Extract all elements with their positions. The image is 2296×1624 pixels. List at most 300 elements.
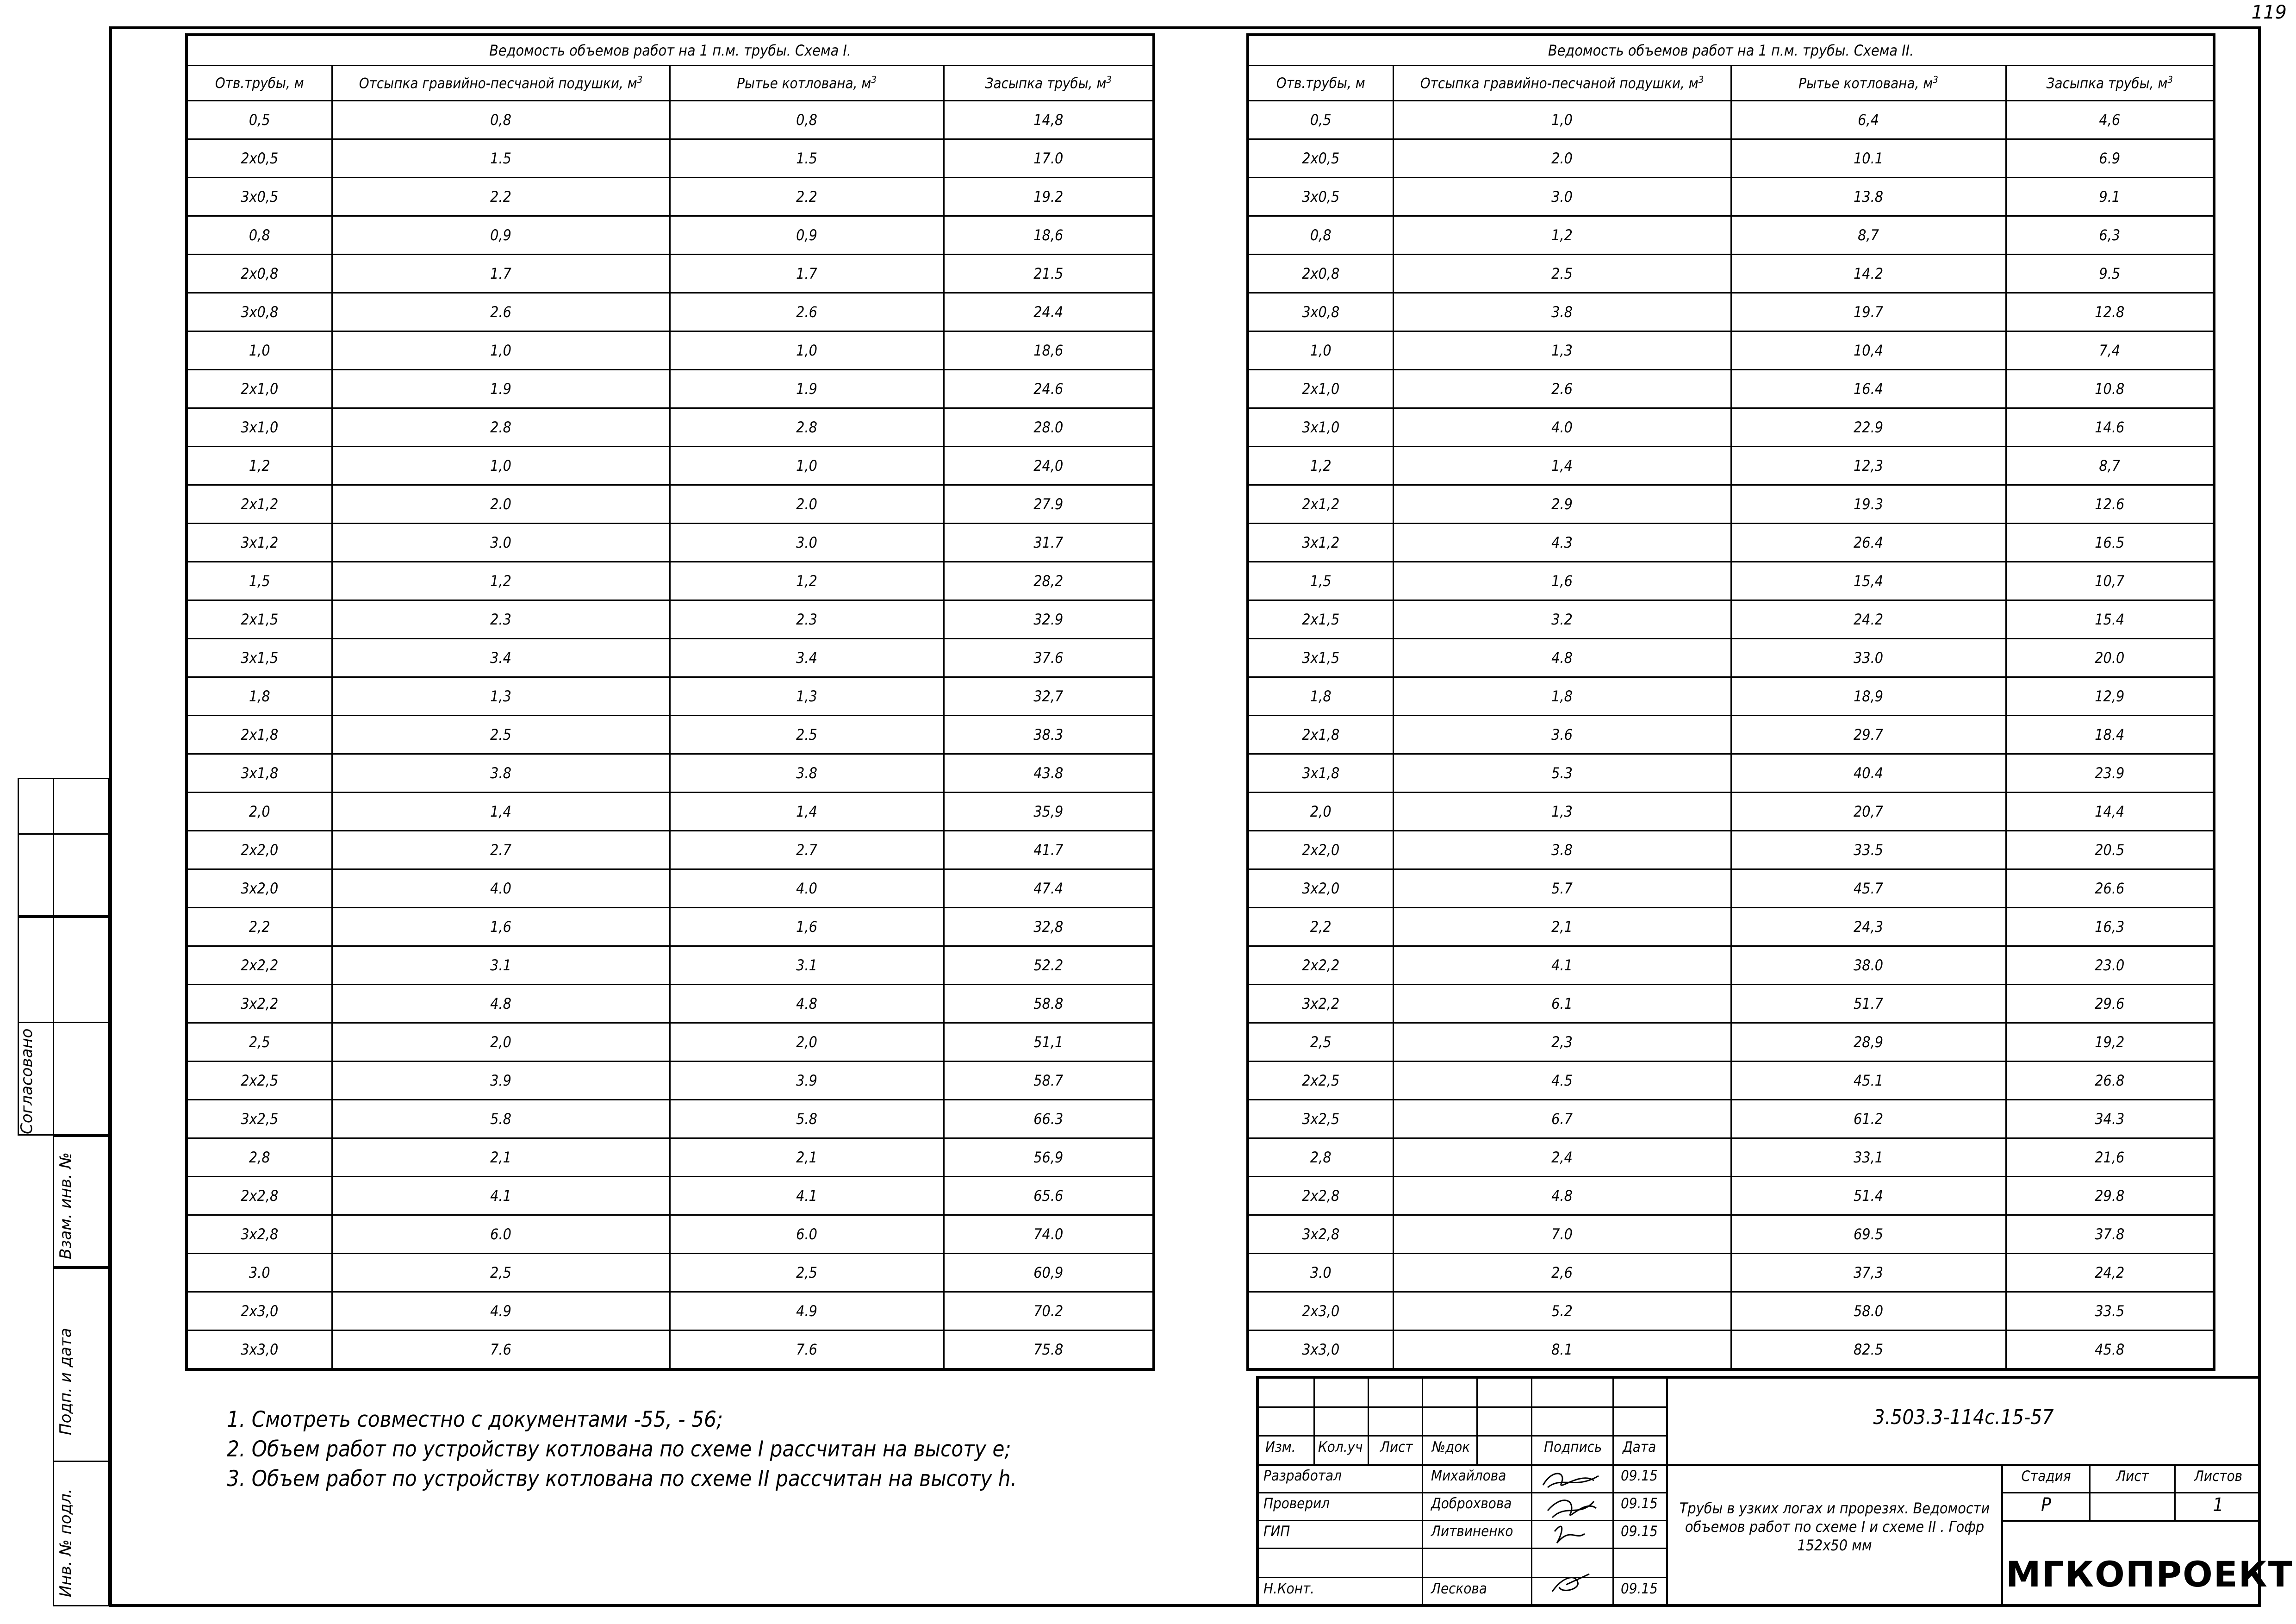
table-cell: 2.2	[332, 178, 670, 216]
table-cell: 29.6	[2006, 985, 2214, 1023]
table-cell: 13.8	[1731, 178, 2006, 216]
table-cell: 18,6	[944, 331, 1154, 370]
table-cell: 2.7	[670, 831, 944, 869]
table-row	[1248, 216, 2214, 255]
table-cell: 2х1,5	[187, 600, 332, 639]
table-cell: 1.5	[670, 139, 944, 178]
table-cell: 2,0	[332, 1023, 670, 1062]
table-row	[1248, 293, 2214, 331]
table-cell: 5.7	[1393, 869, 1731, 908]
table-cell: 2х2,5	[187, 1062, 332, 1100]
table-cell: 14,4	[2006, 793, 2214, 831]
table-cell: 2х3,0	[187, 1292, 332, 1330]
table-cell: 2.6	[670, 293, 944, 331]
table-row	[1248, 562, 2214, 600]
table-cell: 18,9	[1731, 677, 2006, 716]
table-cell: 52.2	[944, 946, 1154, 985]
table-cell: 28,9	[1731, 1023, 2006, 1062]
table-cell: 34.3	[2006, 1100, 2214, 1138]
table-cell: 1,0	[670, 331, 944, 370]
col-header-excavation: Рытье котлована, $м^3$	[670, 66, 944, 101]
table-row	[1248, 1254, 2214, 1292]
table-cell: 1,3	[332, 677, 670, 716]
table-cell: 6.0	[332, 1215, 670, 1254]
table-cell: 9.1	[2006, 178, 2214, 216]
table-cell: 10.8	[2006, 370, 2214, 408]
signatures-drawing	[1534, 1467, 1611, 1605]
table-cell: 2,6	[1393, 1254, 1731, 1292]
table-row	[187, 639, 1154, 677]
table-cell: 15.4	[2006, 600, 2214, 639]
table-cell: 3х0,8	[187, 293, 332, 331]
table-row	[187, 331, 1154, 370]
table-cell: 2х1,5	[1248, 600, 1393, 639]
table-cell: 3.9	[670, 1062, 944, 1100]
table-row	[1248, 908, 2214, 946]
table-cell: 8,7	[2006, 447, 2214, 485]
table-cell: 19.7	[1731, 293, 2006, 331]
stage-value: Р	[2041, 1494, 2051, 1516]
table-cell: 3х1,8	[1248, 754, 1393, 793]
table-cell: 3.8	[670, 754, 944, 793]
table-cell: 3.1	[670, 946, 944, 985]
table-row	[187, 524, 1154, 562]
table-cell: 19.2	[944, 178, 1154, 216]
table-cell: 18.4	[2006, 716, 2214, 754]
table-cell: 1,4	[1393, 447, 1731, 485]
table-cell: 1.9	[332, 370, 670, 408]
table-row	[187, 754, 1154, 793]
table-cell: 33.0	[1731, 639, 2006, 677]
approved-label: Согласовано	[18, 1028, 36, 1134]
role-developer: Разработал	[1263, 1468, 1342, 1484]
table-cell: 2,5	[1248, 1023, 1393, 1062]
table-cell: 5.2	[1393, 1292, 1731, 1330]
table-cell: 16.5	[2006, 524, 2214, 562]
table-cell: 2х1,0	[187, 370, 332, 408]
table-cell: 58.0	[1731, 1292, 2006, 1330]
role-gip: ГИП	[1263, 1523, 1290, 1540]
table-cell: 23.9	[2006, 754, 2214, 793]
table-cell: 3х1,0	[1248, 408, 1393, 447]
table-cell: 12,9	[2006, 677, 2214, 716]
company-logo: МГКОПРОЕКТ	[2006, 1554, 2293, 1595]
table-cell: 2х2,2	[1248, 946, 1393, 985]
table-cell: 1,2	[670, 562, 944, 600]
table-row	[187, 485, 1154, 524]
table-cell: 2,1	[332, 1138, 670, 1177]
table-row	[187, 677, 1154, 716]
table-cell: 1,6	[332, 908, 670, 946]
table-cell: 61.2	[1731, 1100, 2006, 1138]
table-cell: 24,0	[944, 447, 1154, 485]
table-cell: 21,6	[2006, 1138, 2214, 1177]
table-cell: 4.9	[670, 1292, 944, 1330]
table-cell: 1,0	[332, 331, 670, 370]
table-cell: 58.7	[944, 1062, 1154, 1100]
table-cell: 1.5	[332, 139, 670, 178]
table-cell: 4.8	[670, 985, 944, 1023]
table-cell: 3.6	[1393, 716, 1731, 754]
table-cell: 2,5	[332, 1254, 670, 1292]
table-row	[1248, 793, 2214, 831]
table-cell: 2.8	[332, 408, 670, 447]
table-row	[1248, 370, 2214, 408]
table-cell: 2х2,2	[187, 946, 332, 985]
table-cell: 1,6	[1393, 562, 1731, 600]
table-cell: 2х1,0	[1248, 370, 1393, 408]
table-cell: 3х2,5	[187, 1100, 332, 1138]
table-cell: 10,7	[2006, 562, 2214, 600]
table-cell: 20,7	[1731, 793, 2006, 831]
table-row	[1248, 408, 2214, 447]
table-row	[187, 293, 1154, 331]
table-cell: 24.6	[944, 370, 1154, 408]
table-cell: 37.8	[2006, 1215, 2214, 1254]
table-cell: 7,4	[2006, 331, 2214, 370]
table-cell: 2х1,2	[1248, 485, 1393, 524]
table-row	[187, 139, 1154, 178]
note-3: 3. Объем работ по устройству котлована по схеме II рассчитан на высоту h.	[227, 1466, 1017, 1492]
table-cell: 3х3,0	[187, 1330, 332, 1370]
table-cell: 2х1,8	[1248, 716, 1393, 754]
table-cell: 2,4	[1393, 1138, 1731, 1177]
table-cell: 0,9	[670, 216, 944, 255]
table-cell: 3х2,8	[187, 1215, 332, 1254]
original-inv-label: Инв. № подл.	[56, 1488, 75, 1597]
table-cell: 4.0	[670, 869, 944, 908]
table-cell: 0,8	[670, 101, 944, 139]
col-ndok: №док	[1432, 1439, 1470, 1455]
table-row	[187, 408, 1154, 447]
role-norm-control: Н.Конт.	[1263, 1580, 1315, 1597]
name-norm-control: Лескова	[1431, 1580, 1487, 1597]
table-row	[1248, 139, 2214, 178]
volumes-table-scheme-1	[185, 33, 1155, 1371]
table-cell: 9.5	[2006, 255, 2214, 293]
col-header-excavation: Рытье котлована, $м^3$	[1731, 66, 2006, 101]
table-cell: 16.4	[1731, 370, 2006, 408]
table-cell: 3х2,8	[1248, 1215, 1393, 1254]
table-row	[1248, 1100, 2214, 1138]
table-cell: 4,6	[2006, 101, 2214, 139]
table-cell: 45.7	[1731, 869, 2006, 908]
table-cell: 40.4	[1731, 754, 2006, 793]
table-cell: 12,3	[1731, 447, 2006, 485]
table-row	[1248, 1138, 2214, 1177]
table-cell: 3.8	[332, 754, 670, 793]
table-row	[187, 831, 1154, 869]
col-header-opening: Отв.трубы, м	[1248, 66, 1393, 101]
table-cell: 4.0	[1393, 408, 1731, 447]
table-cell: 4.8	[332, 985, 670, 1023]
table-cell: 3х2,5	[1248, 1100, 1393, 1138]
col-header-backfill-cushion: Отсыпка гравийно-песчаной подушки, $м^3$	[1393, 66, 1731, 101]
table-cell: 6.0	[670, 1215, 944, 1254]
table-cell: 2х2,0	[1248, 831, 1393, 869]
col-header-pipe-backfill: Засыпка трубы, $м^3$	[2006, 66, 2214, 101]
table-row	[187, 255, 1154, 293]
table-cell: 22.9	[1731, 408, 2006, 447]
table-cell: 69.5	[1731, 1215, 2006, 1254]
col-data: Дата	[1623, 1439, 1656, 1455]
table-row	[1248, 1330, 2214, 1370]
table-cell: 3.8	[1393, 831, 1731, 869]
table-cell: 2.2	[670, 178, 944, 216]
table-cell: 1.9	[670, 370, 944, 408]
col-header-pipe-backfill: Засыпка трубы, $м^3$	[944, 66, 1154, 101]
table-row	[187, 1330, 1154, 1370]
table-row	[187, 1254, 1154, 1292]
col-list: Лист	[1380, 1439, 1413, 1455]
table-cell: 3х0,5	[187, 178, 332, 216]
table-cell: 21.5	[944, 255, 1154, 293]
table-cell: 17.0	[944, 139, 1154, 178]
table-row	[1248, 331, 2214, 370]
table-cell: 12.8	[2006, 293, 2214, 331]
table-cell: 3х2,0	[187, 869, 332, 908]
table-row	[187, 447, 1154, 485]
table-cell: 10,4	[1731, 331, 2006, 370]
table-cell: 1,2	[1248, 447, 1393, 485]
name-developer: Михайлова	[1431, 1468, 1506, 1484]
role-checker: Проверил	[1263, 1495, 1330, 1512]
table-row	[187, 1138, 1154, 1177]
table-cell: 37.6	[944, 639, 1154, 677]
table-cell: 82.5	[1731, 1330, 2006, 1370]
table-row	[187, 1023, 1154, 1062]
table-cell: 47.4	[944, 869, 1154, 908]
table-cell: 1.7	[670, 255, 944, 293]
volumes-table-scheme-2	[1246, 33, 2215, 1371]
table-cell: 58.8	[944, 985, 1154, 1023]
table-row	[187, 946, 1154, 985]
table-cell: 43.8	[944, 754, 1154, 793]
table-cell: 3х2,0	[1248, 869, 1393, 908]
table-cell: 15,4	[1731, 562, 2006, 600]
table-cell: 2х0,5	[187, 139, 332, 178]
table-row	[1248, 101, 2214, 139]
table-cell: 0,8	[187, 216, 332, 255]
date-gip: 09.15	[1621, 1523, 1658, 1540]
table-row	[1248, 716, 2214, 754]
table-cell: 3х3,0	[1248, 1330, 1393, 1370]
table-cell: 4.8	[1393, 639, 1731, 677]
table-cell: 51.7	[1731, 985, 2006, 1023]
table-cell: 2х2,8	[1248, 1177, 1393, 1215]
table-cell: 3.0	[670, 524, 944, 562]
table-cell: 14,8	[944, 101, 1154, 139]
note-2: 2. Объем работ по устройству котлована по схеме I рассчитан на высоту e;	[227, 1437, 1011, 1462]
table-cell: 26.4	[1731, 524, 2006, 562]
table-row	[187, 216, 1154, 255]
table-row	[187, 1177, 1154, 1215]
table-cell: 2,0	[187, 793, 332, 831]
replaced-inv-label: Взам. инв. №	[56, 1152, 75, 1259]
table-row	[187, 178, 1154, 216]
table-cell: 2х2,8	[187, 1177, 332, 1215]
signature-date-label: Подп. и дата	[56, 1328, 75, 1435]
table-cell: 2х0,8	[187, 255, 332, 293]
table-cell: 3х1,5	[187, 639, 332, 677]
col-header-opening: Отв.трубы, м	[187, 66, 332, 101]
table-cell: 7.6	[332, 1330, 670, 1370]
table-cell: 2,5	[670, 1254, 944, 1292]
table-row	[187, 716, 1154, 754]
table-cell: 3х2,2	[187, 985, 332, 1023]
table-cell: 3х1,8	[187, 754, 332, 793]
table-cell: 7.0	[1393, 1215, 1731, 1254]
table-cell: 3.4	[670, 639, 944, 677]
table-cell: 24.2	[1731, 600, 2006, 639]
table-cell: 28,2	[944, 562, 1154, 600]
table-cell: 3х1,5	[1248, 639, 1393, 677]
table-cell: 2х1,2	[187, 485, 332, 524]
table-cell: 2,1	[1393, 908, 1731, 946]
table-cell: 14.2	[1731, 255, 2006, 293]
table-row	[1248, 985, 2214, 1023]
table-cell: 4.8	[1393, 1177, 1731, 1215]
table-cell: 3.1	[332, 946, 670, 985]
table-cell: 2.6	[1393, 370, 1731, 408]
table-cell: 1,3	[1393, 793, 1731, 831]
table-cell: 38.3	[944, 716, 1154, 754]
table-cell: 1,2	[332, 562, 670, 600]
table-cell: 1,5	[187, 562, 332, 600]
table-row	[1248, 754, 2214, 793]
table-cell: 4.1	[332, 1177, 670, 1215]
table-cell: 74.0	[944, 1215, 1154, 1254]
table-cell: 29.7	[1731, 716, 2006, 754]
table-cell: 1,4	[332, 793, 670, 831]
table-cell: 32.9	[944, 600, 1154, 639]
table-cell: 3х2,2	[1248, 985, 1393, 1023]
stage-label: Стадия	[2021, 1468, 2071, 1485]
table-cell: 6,3	[2006, 216, 2214, 255]
table-row	[187, 985, 1154, 1023]
table-cell: 1,5	[1248, 562, 1393, 600]
table-cell: 2,8	[187, 1138, 332, 1177]
table-cell: 2,8	[1248, 1138, 1393, 1177]
table-cell: 3.2	[1393, 600, 1731, 639]
sheet-label: Лист	[2116, 1468, 2149, 1485]
col-podpis: Подпись	[1544, 1439, 1602, 1455]
table-cell: 24,3	[1731, 908, 2006, 946]
table-cell: 56,9	[944, 1138, 1154, 1177]
table-cell: 3.0	[1248, 1254, 1393, 1292]
table-cell: 1,0	[1393, 101, 1731, 139]
table-cell: 5.3	[1393, 754, 1731, 793]
table-cell: 5.8	[332, 1100, 670, 1138]
table-cell: 3.0	[1393, 178, 1731, 216]
table-cell: 1,6	[670, 908, 944, 946]
table-cell: 2.0	[670, 485, 944, 524]
table-cell: 26.6	[2006, 869, 2214, 908]
table-row	[1248, 946, 2214, 985]
table-cell: 2,0	[670, 1023, 944, 1062]
name-checker: Доброхвова	[1431, 1495, 1512, 1512]
table-cell: 8.1	[1393, 1330, 1731, 1370]
table-cell: 45.8	[2006, 1330, 2214, 1370]
document-code: 3.503.3-114с.15-57	[1873, 1405, 2054, 1429]
table-cell: 2.5	[332, 716, 670, 754]
table-cell: 3.8	[1393, 293, 1731, 331]
date-developer: 09.15	[1621, 1468, 1658, 1484]
table-cell: 3.0	[187, 1254, 332, 1292]
table-cell: 60,9	[944, 1254, 1154, 1292]
table-cell: 33.5	[2006, 1292, 2214, 1330]
table-row	[1248, 831, 2214, 869]
table-cell: 2х1,8	[187, 716, 332, 754]
table-cell: 38.0	[1731, 946, 2006, 985]
table-row	[1248, 677, 2214, 716]
table-cell: 70.2	[944, 1292, 1154, 1330]
table-cell: 1,8	[1248, 677, 1393, 716]
table-cell: 37,3	[1731, 1254, 2006, 1292]
table-cell: 4.1	[670, 1177, 944, 1215]
table-cell: 2.9	[1393, 485, 1731, 524]
table-cell: 3.0	[332, 524, 670, 562]
table-cell: 29.8	[2006, 1177, 2214, 1215]
col-kol-uch: Кол.уч	[1318, 1439, 1363, 1455]
table-cell: 2х3,0	[1248, 1292, 1393, 1330]
table-cell: 33,1	[1731, 1138, 2006, 1177]
table-cell: 1,0	[670, 447, 944, 485]
table-cell: 2.5	[670, 716, 944, 754]
table-row	[1248, 485, 2214, 524]
table-cell: 2х2,0	[187, 831, 332, 869]
table-cell: 12.6	[2006, 485, 2214, 524]
table-cell: 3х1,0	[187, 408, 332, 447]
table-row	[1248, 255, 2214, 293]
table-cell: 2,1	[670, 1138, 944, 1177]
table-cell: 19,2	[2006, 1023, 2214, 1062]
table-cell: 2.6	[332, 293, 670, 331]
table-caption: Ведомость объемов работ на 1 п.м. трубы. Схема II.	[1248, 35, 2214, 66]
table-row	[1248, 600, 2214, 639]
table-row	[187, 1062, 1154, 1100]
table-row	[1248, 1062, 2214, 1100]
table-cell: 2,0	[1248, 793, 1393, 831]
table-cell: 3.9	[332, 1062, 670, 1100]
table-row	[187, 600, 1154, 639]
sheets-label: Листов	[2194, 1468, 2243, 1485]
table-row	[187, 1292, 1154, 1330]
table-cell: 24,2	[2006, 1254, 2214, 1292]
table-caption: Ведомость объемов работ на 1 п.м. трубы. Схема I.	[187, 35, 1154, 66]
table-cell: 8,7	[1731, 216, 2006, 255]
table-cell: 23.0	[2006, 946, 2214, 985]
table-row	[1248, 1215, 2214, 1254]
table-cell: 1,8	[1393, 677, 1731, 716]
table-cell: 1,0	[1248, 331, 1393, 370]
table-cell: 6.1	[1393, 985, 1731, 1023]
table-cell: 1.7	[332, 255, 670, 293]
table-cell: 2,5	[187, 1023, 332, 1062]
table-cell: 75.8	[944, 1330, 1154, 1370]
table-cell: 20.5	[2006, 831, 2214, 869]
table-cell: 1,0	[332, 447, 670, 485]
table-cell: 3х0,8	[1248, 293, 1393, 331]
table-cell: 2.3	[670, 600, 944, 639]
table-cell: 7.6	[670, 1330, 944, 1370]
title-block	[1256, 1376, 2293, 1607]
table-cell: 32,8	[944, 908, 1154, 946]
table-cell: 6.9	[2006, 139, 2214, 178]
table-cell: 20.0	[2006, 639, 2214, 677]
table-cell: 1,0	[187, 331, 332, 370]
note-1: 1. Смотреть совместно с документами -55, - 56;	[227, 1407, 723, 1432]
